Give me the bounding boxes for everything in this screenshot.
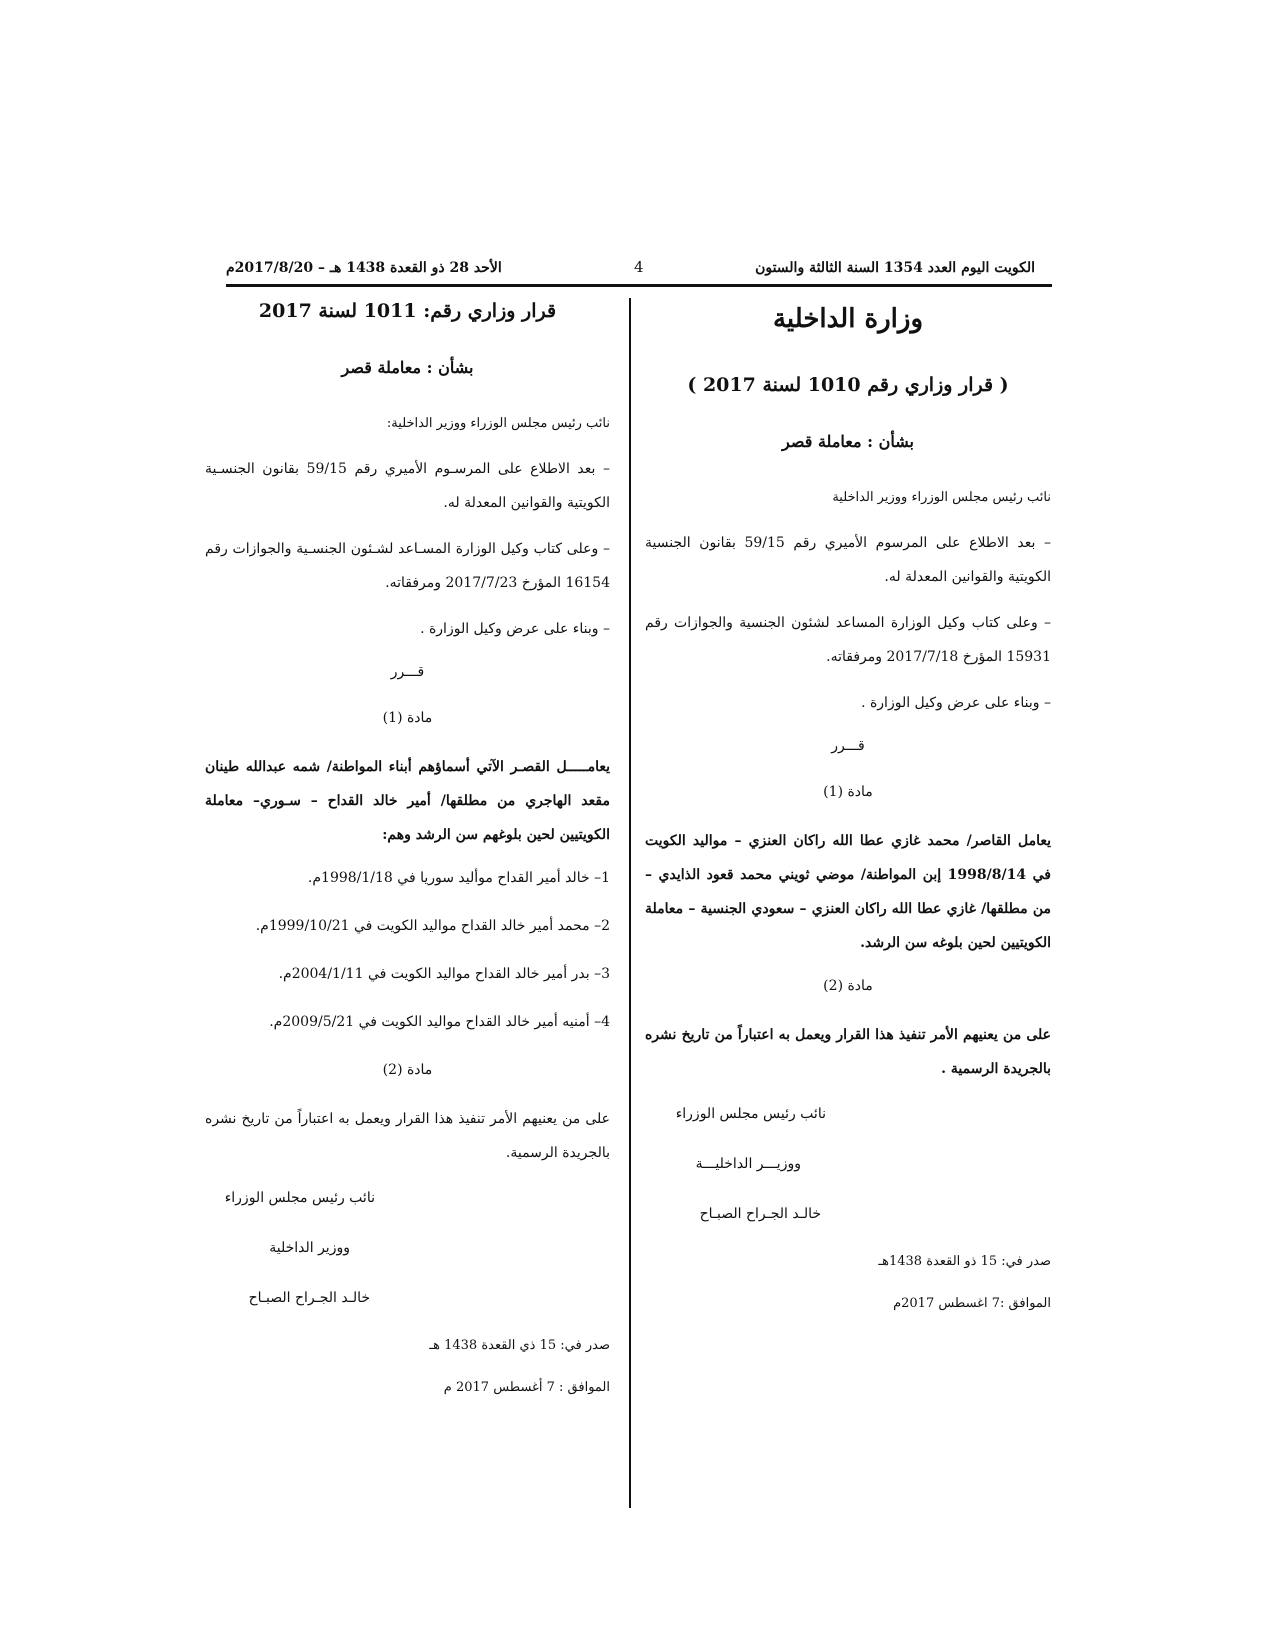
decree-title: قرار وزاري رقم: 1011 لسنة 2017 — [258, 300, 557, 322]
corresponding-date: الموافق :7 اغسطس 2017م — [893, 1296, 1051, 1311]
corresponding-date: الموافق : 7 أغسطس 2017 م — [443, 1380, 610, 1395]
left-column — [205, 300, 610, 1404]
article-2-heading: مادة (2) — [382, 1062, 433, 1078]
article-1-text: يعامـــــل القصـر الآتي أسماؤهم أبناء المواطنة/ شمه عبدالله طينان مقعد الهاجري من مطلقها/ أمير خالد القداح – سـوري– معاملة الكويتيين لحين بلوغهم سن الرشد وهم: — [205, 759, 610, 843]
article-2-text: على من يعنيهم الأمر تنفيذ هذا القرار ويعمل به اعتباراً من تاريخ نشره بالجريدة الرسمية . — [645, 1027, 1051, 1077]
list-item: 3– بدر أمير خالد القداح مواليد الكويت في 2004/1/11م. — [278, 966, 610, 982]
decree-subject: بشأن : معاملة قصر — [782, 432, 914, 451]
list-item: 4– أمنيه أمير خالد القداح مواليد الكويت في 2009/5/21م. — [269, 1014, 610, 1030]
article-2-heading: مادة (2) — [823, 978, 873, 994]
clause-2: – وعلى كتاب وكيل الوزارة المساعد لشئون الجنسية والجوازات رقم 15931 المؤرخ 2017/7/18 ومرفقاته. — [645, 615, 1051, 665]
decree-title: ( قرار وزاري رقم 1010 لسنة 2017 ) — [687, 374, 1009, 396]
clause-1: – بعد الاطلاع على المرسوم الأميري رقم 59/15 بقانون الجنسية الكويتية والقوانين المعدلة له. — [645, 535, 1052, 585]
signature-title-2: ووزيـــر الداخليـــة — [695, 1156, 801, 1172]
article-1-heading: مادة (1) — [382, 710, 433, 726]
clause-3: – وبناء على عرض وكيل الوزارة . — [420, 621, 610, 637]
signature-title-1: نائب رئيس مجلس الوزراء — [675, 1106, 826, 1122]
issued-date: صدر في: 15 ذي القعدة 1438 هـ — [429, 1338, 610, 1353]
article-1-text: يعامل القاصر/ محمد غازي عطا الله راكان العنزي – مواليد الكويت في 1998/8/14 إبن المواطنة/ موضي ثويني محمد قعود الذايدي – من مطلقها/ غازي عطا الله راكان العنزي – سعودي الجنسية – معاملة الكويتيين لحين بلوغه سن الرشد. — [645, 833, 1051, 951]
list-item: 1– خالد أمير القداح موأليد سوريا في 1998/1/18م. — [307, 870, 610, 886]
decree-subject: بشأن : معاملة قصر — [341, 358, 474, 377]
issued-date: صدر في: 15 ذو القعدة 1438هـ — [878, 1254, 1051, 1269]
clause-1: – بعد الاطلاع على المرسـوم الأميري رقم 59/15 بقانون الجنسـية الكويتية والقوانين المعدلة له. — [205, 461, 610, 511]
decided-heading: قـــرر — [831, 738, 865, 754]
right-column — [645, 300, 1051, 1320]
clause-2: – وعلى كتاب وكيل الوزارة المسـاعد لشـئون الجنسـية والجوازات رقم 16154 المؤرخ 2017/7/23 ومرفقاته. — [205, 541, 610, 591]
signature-name: خالـد الجـراح الصبـاح — [699, 1206, 821, 1222]
decided-heading: قـــرر — [390, 664, 425, 680]
clause-3: – وبناء على عرض وكيل الوزارة . — [861, 695, 1051, 711]
decree-intro: نائب رئيس مجلس الوزراء ووزير الداخلية — [832, 490, 1051, 505]
decree-intro: نائب رئيس مجلس الوزراء ووزير الداخلية: — [386, 416, 610, 431]
article-2-text: على من يعنيهم الأمر تنفيذ هذا القرار ويعمل به اعتباراً من تاريخ نشره بالجريدة الرسمية. — [205, 1111, 610, 1161]
column-divider — [629, 298, 631, 1508]
header-date: الأحد 28 ذو القعدة 1438 هـ – 2017/8/20م — [226, 260, 502, 276]
page-number: 4 — [634, 258, 644, 276]
header-rule — [226, 284, 1052, 287]
header-issue: الكويت اليوم العدد 1354 السنة الثالثة والستون — [755, 260, 1035, 276]
ministry-title: وزارة الداخلية — [772, 304, 924, 334]
list-item: 2– محمد أمير خالد القداح مواليد الكويت في 1999/10/21م. — [255, 918, 610, 934]
article-1-heading: مادة (1) — [823, 784, 873, 800]
signature-name: خالـد الجـراح الصبـاح — [248, 1290, 370, 1306]
signature-title-2: ووزير الداخلية — [269, 1240, 350, 1256]
signature-title-1: نائب رئيس مجلس الوزراء — [224, 1190, 375, 1206]
